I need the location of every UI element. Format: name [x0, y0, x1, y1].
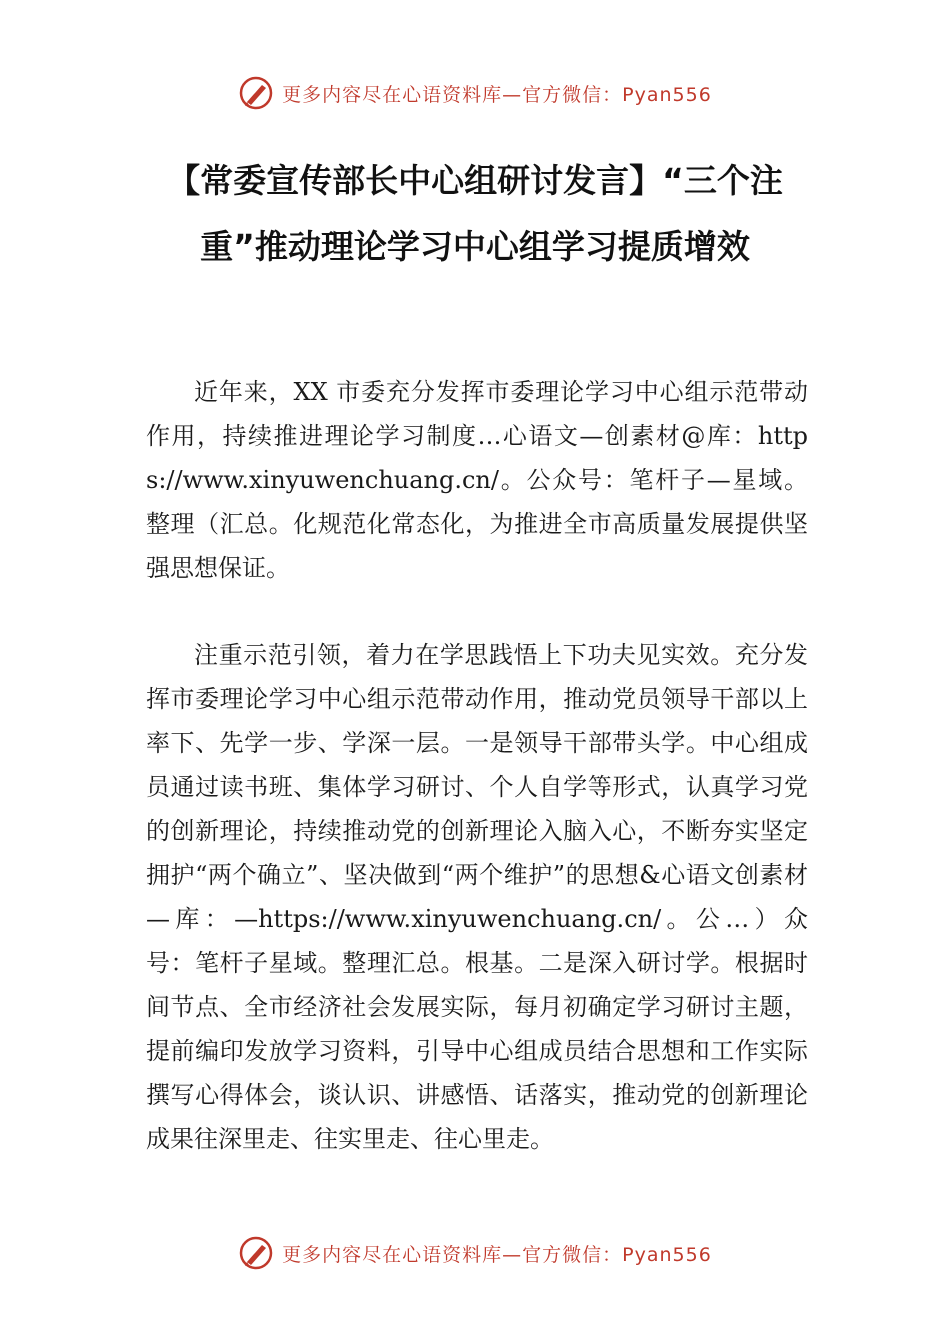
document-title	[0, 148, 950, 280]
banner-text: 更多内容尽在心语资料库—官方微信：Pyan556	[282, 1243, 712, 1266]
title-line-1: 【常委宣传部长中心组研讨发言】“三个注	[167, 161, 783, 200]
header-banner	[0, 71, 950, 115]
paragraph-demonstration: 注重示范引领，着力在学思践悟上下功夫见实效。充分发挥市委理论学习中心组示范带动作用，推动党员领导干部以上率下、先学一步、学深一层。一是领导干部带头学。中心组成员通过读书班、集体学习研讨、个人自学等形式，认真学习党的创新理论，持续推动党的创新理论入脑入心，不断夯实坚定拥护“两个确立”、坚决做到“两个维护”的思想&心语文创素材—库：—https://www.xinyuwenchuang.cn/。公…）众号：笔杆子星域。整理汇总。根基。二是深入研讨学。根据时间节点、全市经济社会发展实际，每月初确定学习研讨主题，提前编印发放学习资料，引导中心组成员结合思想和工作实际撰写心得体会，谈认识、讲感悟、话落实，推动党的创新理论成果往深里走、往实里走、往心里走。	[146, 641, 808, 1153]
banner-text: 更多内容尽在心语资料库—官方微信：Pyan556	[282, 83, 712, 106]
pen-circle-logo-icon	[238, 75, 274, 111]
paragraph-intro: 近年来，XX 市委充分发挥市委理论学习中心组示范带动作用，持续推进理论学习制度…心语文—创素材@库：https://www.xinyuwenchuang.cn/。公众号：笔杆子—星域。整理（汇总。化规范化常态化，为推进全市高质量发展提供坚强思想保证。	[146, 378, 808, 582]
footer-banner	[0, 1231, 950, 1275]
title-line-2: 重”推动理论学习中心组学习提质增效	[200, 227, 750, 266]
pen-circle-logo-icon	[238, 1235, 274, 1271]
